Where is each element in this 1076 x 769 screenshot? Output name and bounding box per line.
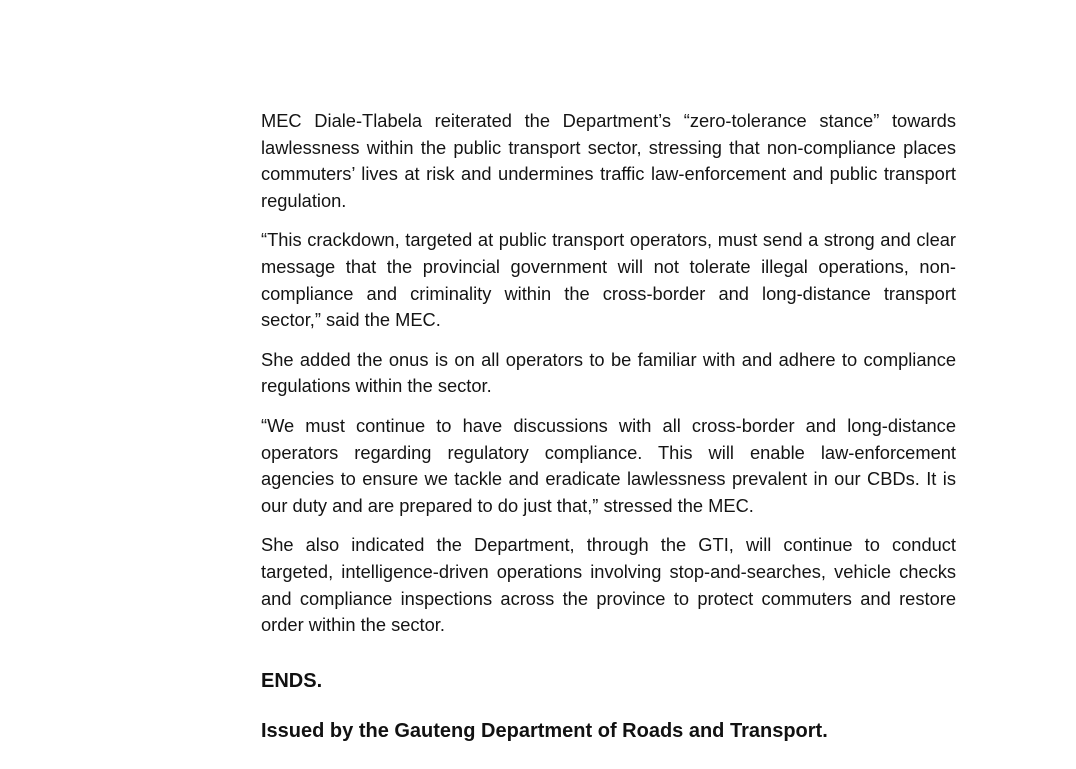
paragraph-gti-operations: She also indicated the Department, through the GTI, will continue to conduct targeted, intelligence-driven operations involving stop-and-searches, vehicle checks and compliance inspections across the province to protect commuters and restore order within the sector. (261, 534, 956, 636)
issued-by-line: Issued by the Gauteng Department of Roads and Transport. (261, 719, 828, 742)
press-release-body (261, 108, 956, 744)
paragraph-crackdown-quote: “This crackdown, targeted at public transport operators, must send a strong and clear message that the provincial government will not tolerate illegal operations, non-compliance and criminality within the cross-border and long-distance transport sector,” said the MEC. (261, 229, 956, 331)
paragraph-discussions-quote: “We must continue to have discussions with all cross-border and long-distance operators regarding regulatory compliance. This will enable law-enforcement agencies to ensure we tackle and eradicate lawlessness prevalent in our CBDs. It is our duty and are prepared to do just that,” stressed the MEC. (261, 414, 956, 516)
paragraph-zero-tolerance: MEC Diale-Tlabela reiterated the Department’s “zero-tolerance stance” towards lawlessness within the public transport sector, stressing that non-compliance places commuters’ lives at risk and undermines traffic law-enforcement and public transport regulation. (261, 110, 956, 211)
paragraph-onus-on-operators: She added the onus is on all operators to be familiar with and adhere to compliance regulations within the sector. (261, 348, 956, 397)
ends-marker: ENDS. (261, 669, 323, 692)
